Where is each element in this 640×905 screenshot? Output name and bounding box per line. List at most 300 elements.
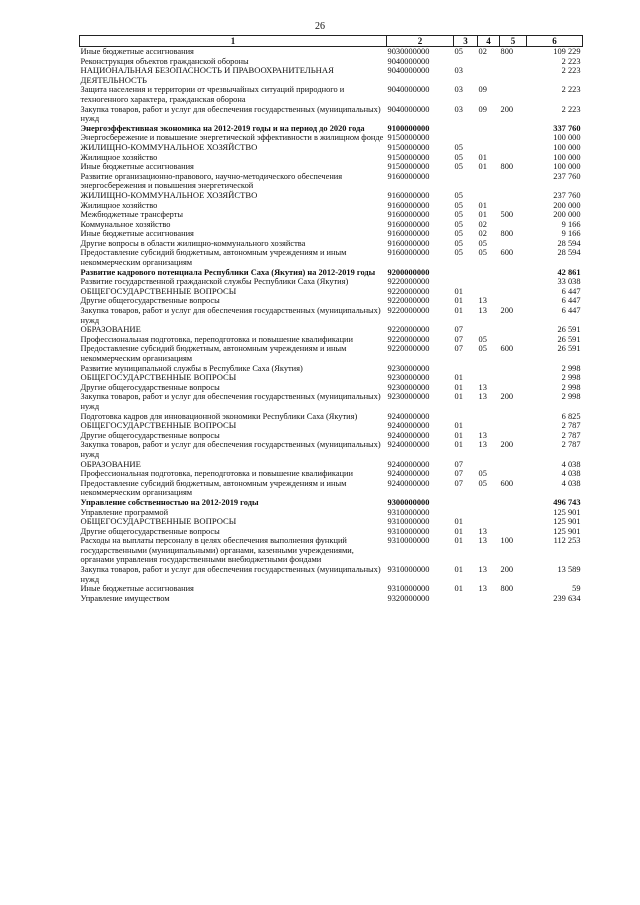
- row-code: 9220000000: [387, 325, 430, 335]
- row-subsection: 13: [478, 536, 487, 546]
- table-row: [80, 124, 583, 134]
- row-name: ОБЩЕГОСУДАРСТВЕННЫЕ ВОПРОСЫ: [80, 516, 237, 527]
- table-row: [80, 421, 583, 431]
- row-name: Профессиональная подготовка, переподготовка и повышение квалификации: [80, 469, 354, 479]
- row-subsection: [478, 594, 500, 604]
- row-name: Иные бюджетные ассигнования: [80, 229, 194, 239]
- row-code: 9240000000: [387, 430, 430, 440]
- row-subsection: 13: [478, 526, 487, 536]
- row-subsection: 13: [478, 440, 487, 450]
- row-amount: 4 038: [561, 478, 581, 488]
- table-row: [80, 172, 583, 191]
- row-expense-type: [500, 498, 527, 508]
- table-row: [80, 162, 583, 172]
- row-amount: 125 901: [553, 517, 581, 527]
- row-expense-type: [500, 133, 527, 143]
- row-section: 01: [454, 373, 463, 383]
- row-subsection: 13: [478, 392, 487, 402]
- row-name: Закупка товаров, работ и услуг для обеспечения государственных (муниципальных) нужд: [80, 392, 381, 411]
- row-amount: 100 000: [553, 152, 581, 162]
- row-subsection: 01: [478, 152, 487, 162]
- row-expense-type: [500, 431, 527, 441]
- row-code: 9220000000: [387, 296, 430, 306]
- row-section: [454, 412, 478, 422]
- row-name: Предоставление субсидий бюджетным, автономным учреждениям и иным некоммерческим организациям: [80, 248, 347, 268]
- header-col-subsection: 4: [478, 36, 500, 47]
- row-code: 9310000000: [387, 507, 430, 517]
- row-code: 9220000000: [387, 344, 430, 354]
- row-code: 9160000000: [387, 171, 430, 181]
- row-section: 01: [454, 430, 463, 440]
- row-section: 01: [454, 392, 463, 402]
- row-expense-type: [500, 172, 527, 191]
- row-expense-type: [500, 277, 527, 287]
- table-row: [80, 85, 583, 104]
- table-row: [80, 191, 583, 201]
- row-amount: 6 825: [561, 411, 581, 421]
- row-amount: 42 861: [557, 267, 581, 277]
- row-expense-type: 200: [500, 104, 514, 114]
- row-expense-type: [500, 325, 527, 335]
- row-section: 05: [454, 190, 463, 200]
- row-subsection: 09: [478, 85, 487, 95]
- row-code: 9220000000: [387, 286, 430, 296]
- row-amount: 337 760: [553, 123, 581, 133]
- row-subsection: [478, 412, 500, 422]
- row-expense-type: 200: [500, 565, 514, 575]
- row-section: 03: [454, 104, 463, 114]
- row-code: 9240000000: [387, 440, 430, 450]
- table-row: [80, 335, 583, 345]
- row-subsection: 05: [478, 469, 487, 479]
- row-expense-type: [500, 517, 527, 527]
- row-subsection: 02: [478, 47, 500, 57]
- row-subsection: [478, 421, 500, 431]
- row-section: 03: [454, 85, 463, 95]
- row-name: Расходы на выплаты персоналу в целях обеспечения выполнения функций государственными (муниципальными) органами, казенными учреждениями, органами управления государственными внебюджетными фондами: [80, 536, 354, 565]
- row-amount: 100 000: [553, 133, 581, 143]
- row-name: ЖИЛИЩНО-КОММУНАЛЬНОЕ ХОЗЯЙСТВО: [80, 141, 258, 152]
- row-amount: 125 901: [553, 526, 581, 536]
- row-expense-type: [500, 412, 527, 422]
- row-code: 9040000000: [387, 104, 430, 114]
- row-amount: 2 787: [561, 440, 581, 450]
- row-name: Закупка товаров, работ и услуг для обеспечения государственных (муниципальных) нужд: [80, 306, 381, 325]
- row-name: Защита населения и территории от чрезвычайных ситуаций природного и техногенного характера, гражданская оборона: [80, 85, 345, 104]
- row-name: Иные бюджетные ассигнования: [80, 47, 387, 57]
- row-amount: 2 998: [561, 392, 581, 402]
- row-code: 9160000000: [387, 210, 430, 220]
- row-code: 9030000000: [387, 47, 454, 57]
- row-subsection: [478, 191, 500, 201]
- row-code: 9240000000: [387, 459, 430, 469]
- row-name: ЖИЛИЩНО-КОММУНАЛЬНОЕ ХОЗЯЙСТВО: [80, 189, 258, 200]
- row-section: 01: [454, 382, 463, 392]
- row-section: 07: [454, 459, 463, 469]
- row-expense-type: 800: [500, 162, 514, 172]
- row-amount: 2 998: [561, 363, 581, 373]
- row-code: 9100000000: [387, 123, 430, 133]
- row-code: 9310000000: [387, 584, 430, 594]
- row-expense-type: [500, 335, 527, 345]
- row-expense-type: 200: [500, 392, 514, 402]
- row-amount: 9 166: [561, 229, 581, 239]
- row-expense-type: [500, 124, 527, 134]
- row-name: Другие общегосударственные вопросы: [80, 296, 220, 306]
- row-section: 05: [454, 152, 463, 162]
- row-name: Реконструкция объектов гражданской обороны: [80, 56, 249, 66]
- row-name: Закупка товаров, работ и услуг для обеспечения государственных (муниципальных) нужд: [80, 104, 381, 124]
- row-amount: 237 760: [553, 171, 581, 181]
- table-row: [80, 248, 583, 267]
- row-amount: 237 760: [553, 190, 581, 200]
- row-amount: 2 223: [561, 104, 581, 114]
- row-section: 01: [454, 526, 463, 536]
- row-code: 9230000000: [387, 373, 430, 383]
- row-subsection: [478, 124, 500, 134]
- row-amount: 6 447: [561, 306, 581, 316]
- table-row: [80, 296, 583, 306]
- row-expense-type: 600: [500, 248, 514, 258]
- row-subsection: 13: [478, 430, 487, 440]
- row-subsection: [478, 172, 500, 191]
- table-body: [80, 47, 583, 604]
- row-amount: 4 038: [561, 459, 581, 469]
- row-code: 9240000000: [387, 478, 430, 488]
- row-section: 05: [454, 238, 463, 248]
- row-amount: 6 447: [561, 296, 581, 306]
- header-col-amount: 6: [527, 36, 583, 47]
- row-expense-type: [500, 469, 527, 479]
- row-subsection: 01: [478, 210, 487, 220]
- table-row: [80, 584, 583, 594]
- table-row: [80, 498, 583, 508]
- row-section: 03: [454, 66, 463, 76]
- row-code: 9230000000: [387, 392, 430, 402]
- header-col-section: 3: [454, 36, 478, 47]
- row-subsection: 13: [478, 382, 487, 392]
- row-section: 07: [454, 478, 463, 488]
- row-subsection: [478, 133, 500, 143]
- row-amount: 109 229: [527, 47, 583, 57]
- row-section: 05: [454, 142, 463, 152]
- row-amount: 2 223: [561, 56, 581, 66]
- row-expense-type: [500, 421, 527, 431]
- row-name: Энергосбережение и повышение энергетической эффективности в жилищном фонде: [80, 133, 384, 143]
- row-name: Развитие государственной гражданской службы Республики Саха (Якутия): [80, 277, 349, 287]
- row-subsection: [478, 498, 500, 508]
- row-section: [454, 277, 478, 287]
- row-subsection: 05: [478, 334, 487, 344]
- row-code: 9230000000: [387, 363, 430, 373]
- row-code: 9040000000: [387, 85, 430, 95]
- row-section: [454, 172, 478, 191]
- row-amount: 496 743: [553, 497, 581, 507]
- row-code: 9220000000: [387, 277, 430, 287]
- row-section: 07: [454, 469, 463, 479]
- row-expense-type: 800: [500, 229, 514, 239]
- table-row: [80, 201, 583, 211]
- table-row: [80, 105, 583, 124]
- table-row: [80, 153, 583, 163]
- row-name: Другие вопросы в области жилищно-коммунального хозяйства: [80, 238, 306, 248]
- row-code: 9160000000: [387, 229, 430, 239]
- table-row: [80, 229, 583, 239]
- row-amount: 26 591: [557, 325, 581, 335]
- row-name: Развитие муниципальной службы в Республике Саха (Якутия): [80, 363, 303, 373]
- table-row: [80, 306, 583, 325]
- row-name: Иные бюджетные ассигнования: [80, 162, 194, 172]
- row-name: ОБЩЕГОСУДАРСТВЕННЫЕ ВОПРОСЫ: [80, 285, 237, 296]
- row-code: 9310000000: [387, 517, 430, 527]
- row-name: Управление имуществом: [80, 593, 170, 603]
- row-name: Иные бюджетные ассигнования: [80, 584, 194, 594]
- row-expense-type: [500, 460, 527, 470]
- table-row: [80, 325, 583, 335]
- row-expense-type: 600: [500, 344, 514, 354]
- row-code: 9320000000: [387, 593, 430, 603]
- header-col-code: 2: [387, 36, 454, 47]
- row-amount: 6 447: [561, 286, 581, 296]
- row-amount: 200 000: [553, 210, 581, 220]
- row-amount: 59: [572, 584, 581, 594]
- row-code: 9240000000: [387, 421, 430, 431]
- row-code: 9160000000: [387, 190, 430, 200]
- header-col-expense-type: 5: [500, 36, 527, 47]
- row-section: 01: [454, 565, 463, 575]
- table-row: [80, 469, 583, 479]
- row-subsection: 05: [478, 478, 487, 488]
- row-code: 9220000000: [387, 334, 430, 344]
- row-code: 9160000000: [387, 248, 430, 258]
- row-code: 9240000000: [387, 411, 430, 421]
- row-section: [454, 124, 478, 134]
- row-expense-type: [500, 201, 527, 211]
- row-section: [454, 57, 478, 67]
- row-section: [454, 498, 478, 508]
- row-amount: 2 998: [561, 382, 581, 392]
- table-row: [80, 517, 583, 527]
- table-row: [80, 460, 583, 470]
- row-name: Профессиональная подготовка, переподготовка и повышение квалификации: [80, 334, 354, 344]
- row-code: 9300000000: [387, 497, 430, 507]
- row-expense-type: [500, 383, 527, 393]
- row-name: НАЦИОНАЛЬНАЯ БЕЗОПАСНОСТЬ И ПРАВООХРАНИТЕЛЬНАЯ ДЕЯТЕЛЬНОСТЬ: [80, 65, 334, 85]
- row-expense-type: [500, 191, 527, 201]
- row-name: ОБРАЗОВАНИЕ: [80, 458, 141, 469]
- row-subsection: 13: [478, 565, 487, 575]
- row-amount: 13 589: [557, 565, 581, 575]
- row-code: 9240000000: [387, 469, 430, 479]
- row-amount: 33 038: [557, 277, 581, 287]
- row-amount: 28 594: [557, 238, 581, 248]
- row-code: 9310000000: [387, 565, 430, 575]
- row-name: Коммунальное хозяйство: [80, 219, 171, 229]
- row-name: Межбюджетные трансферты: [80, 210, 184, 220]
- row-amount: 9 166: [561, 219, 581, 229]
- row-expense-type: [500, 296, 527, 306]
- row-name: Управление собственностью на 2012-2019 годы: [80, 497, 259, 507]
- row-name: Другие общегосударственные вопросы: [80, 526, 220, 536]
- row-code: 9200000000: [387, 267, 430, 277]
- row-expense-type: [500, 594, 527, 604]
- row-subsection: [478, 373, 500, 383]
- row-subsection: 09: [478, 104, 487, 114]
- row-code: 9220000000: [387, 306, 430, 316]
- row-amount: 2 787: [561, 430, 581, 440]
- row-section: [454, 594, 478, 604]
- table-header: [80, 36, 583, 47]
- row-expense-type: [500, 364, 527, 374]
- row-name: Энергоэффективная экономика на 2012-2019 годы и на период до 2020 года: [80, 123, 365, 133]
- row-name: Закупка товаров, работ и услуг для обеспечения государственных (муниципальных) нужд: [80, 440, 381, 459]
- row-subsection: 13: [478, 306, 487, 316]
- table-row: [80, 479, 583, 498]
- budget-table: [79, 35, 583, 603]
- row-name: Развитие организационно-правового, научно-методического обеспечения энергосбережения и повышения энергетической: [80, 171, 343, 191]
- row-name: Предоставление субсидий бюджетным, автономным учреждениям и иным некоммерческим организациям: [80, 478, 347, 498]
- row-subsection: [478, 143, 500, 153]
- row-name: Управление программой: [80, 507, 169, 517]
- row-expense-type: [500, 373, 527, 383]
- row-section: 05: [454, 47, 478, 57]
- row-name: Другие общегосударственные вопросы: [80, 430, 220, 440]
- table-row: [80, 287, 583, 297]
- row-subsection: 05: [478, 238, 487, 248]
- row-amount: 4 038: [561, 469, 581, 479]
- row-expense-type: [500, 220, 527, 230]
- row-code: 9230000000: [387, 382, 430, 392]
- row-subsection: [478, 57, 500, 67]
- row-subsection: [478, 517, 500, 527]
- row-expense-type: [500, 508, 527, 518]
- row-section: [454, 268, 478, 278]
- row-section: [454, 133, 478, 143]
- row-expense-type: [500, 85, 527, 104]
- row-section: 01: [454, 296, 463, 306]
- row-expense-type: [500, 268, 527, 278]
- row-amount: 200 000: [553, 200, 581, 210]
- row-section: 05: [454, 210, 463, 220]
- row-section: 05: [454, 162, 463, 172]
- row-expense-type: 800: [500, 584, 514, 594]
- row-section: 05: [454, 200, 463, 210]
- row-expense-type: 200: [500, 440, 514, 450]
- header-row: [80, 36, 583, 47]
- row-name: ОБРАЗОВАНИЕ: [80, 324, 141, 335]
- row-code: 9160000000: [387, 219, 430, 229]
- page-number: 26: [315, 21, 325, 32]
- row-subsection: 02: [478, 219, 487, 229]
- row-section: 01: [454, 536, 463, 546]
- row-amount: 2 223: [561, 85, 581, 95]
- table-row: [80, 565, 583, 584]
- row-expense-type: [500, 57, 527, 67]
- row-subsection: 13: [478, 584, 487, 594]
- row-code: 9160000000: [387, 238, 430, 248]
- table-row: [80, 594, 583, 604]
- row-amount: 2 223: [561, 66, 581, 76]
- row-amount: 28 594: [557, 248, 581, 258]
- row-section: 05: [454, 229, 463, 239]
- row-amount: 2 998: [561, 373, 581, 383]
- row-section: 07: [454, 344, 463, 354]
- row-expense-type: 500: [500, 210, 514, 220]
- row-subsection: [478, 508, 500, 518]
- row-subsection: [478, 364, 500, 374]
- table-row: [80, 239, 583, 249]
- row-code: 9310000000: [387, 536, 430, 546]
- row-name: Жилищное хозяйство: [80, 152, 158, 162]
- table-row: [80, 392, 583, 411]
- row-amount: 100 000: [553, 162, 581, 172]
- row-subsection: 13: [478, 296, 487, 306]
- table-row: [80, 373, 583, 383]
- row-section: 01: [454, 286, 463, 296]
- row-subsection: [478, 325, 500, 335]
- table-row: [80, 536, 583, 565]
- row-section: 01: [454, 517, 463, 527]
- row-code: 9040000000: [387, 56, 430, 66]
- row-section: [454, 364, 478, 374]
- row-amount: 26 591: [557, 344, 581, 354]
- row-section: 07: [454, 325, 463, 335]
- row-expense-type: [500, 66, 527, 85]
- row-expense-type: 200: [500, 306, 514, 316]
- row-name: Предоставление субсидий бюджетным, автономным учреждениям и иным некоммерческим организациям: [80, 344, 347, 363]
- table-row: [80, 268, 583, 278]
- row-amount: 125 901: [553, 507, 581, 517]
- row-expense-type: [500, 527, 527, 537]
- row-name: Жилищное хозяйство: [80, 200, 158, 210]
- row-subsection: 01: [478, 200, 487, 210]
- row-code: 9150000000: [387, 152, 430, 162]
- row-amount: 112 253: [553, 536, 581, 546]
- row-subsection: [478, 66, 500, 85]
- row-name: ОБЩЕГОСУДАРСТВЕННЫЕ ВОПРОСЫ: [80, 372, 237, 383]
- table-row: [80, 66, 583, 85]
- row-expense-type: [500, 153, 527, 163]
- row-amount: 100 000: [553, 142, 581, 152]
- row-section: 07: [454, 334, 463, 344]
- row-subsection: 01: [478, 162, 487, 172]
- row-subsection: [478, 277, 500, 287]
- row-code: 9040000000: [387, 66, 430, 76]
- row-name: Развитие кадрового потенциала Республики Саха (Якутия) на 2012-2019 годы: [80, 267, 376, 277]
- row-name: Другие общегосударственные вопросы: [80, 382, 220, 392]
- table-row: [80, 210, 583, 220]
- row-amount: 239 634: [553, 593, 581, 603]
- row-amount: 26 591: [557, 334, 581, 344]
- table-row: [80, 440, 583, 459]
- row-expense-type: 800: [500, 47, 527, 57]
- row-amount: 2 787: [561, 421, 581, 431]
- row-name: Закупка товаров, работ и услуг для обеспечения государственных (муниципальных) нужд: [80, 565, 381, 584]
- row-section: 01: [454, 440, 463, 450]
- row-section: 01: [454, 306, 463, 316]
- table-row: [80, 383, 583, 393]
- row-subsection: 05: [478, 344, 487, 354]
- row-code: 9310000000: [387, 526, 430, 536]
- row-section: 05: [454, 248, 463, 258]
- row-subsection: 02: [478, 229, 487, 239]
- row-section: 01: [454, 421, 463, 431]
- row-expense-type: 100: [500, 536, 514, 546]
- table-row: [80, 143, 583, 153]
- row-code: 9150000000: [387, 142, 430, 152]
- table-row: [80, 527, 583, 537]
- row-expense-type: [500, 287, 527, 297]
